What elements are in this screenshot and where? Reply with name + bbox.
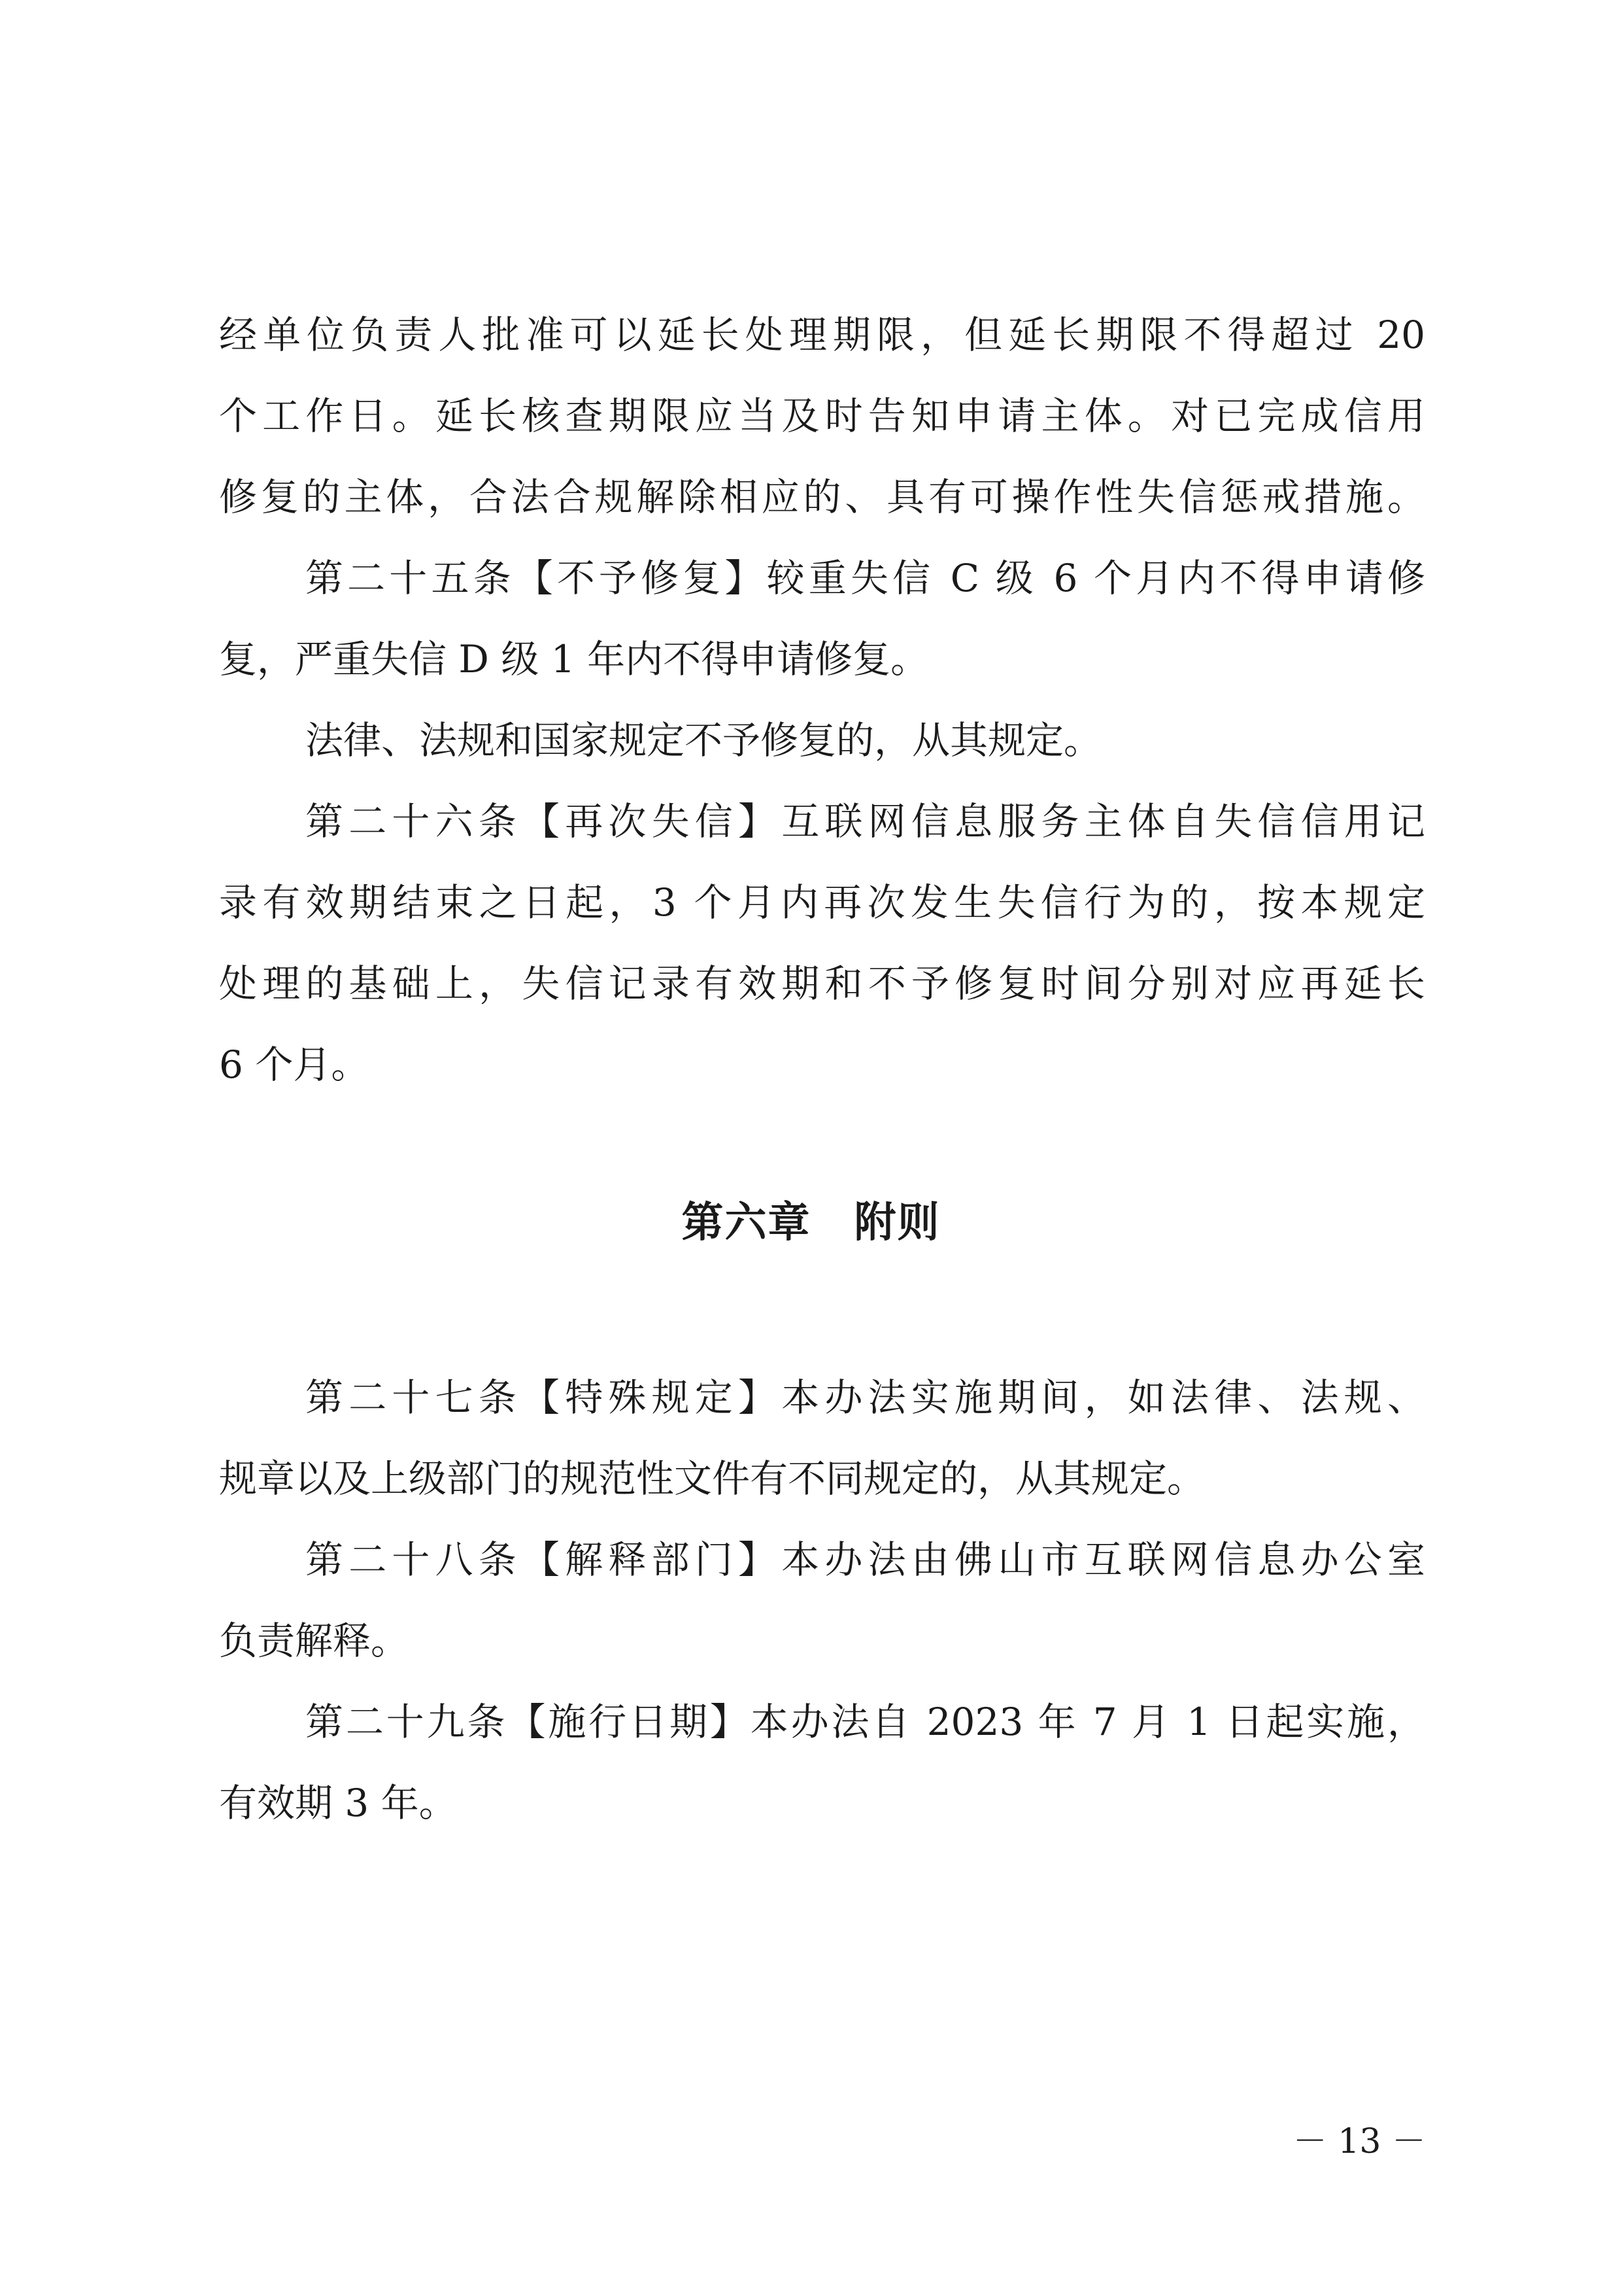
paragraph-line: 法律、法规和国家规定不予修复的，从其规定。	[305, 718, 1102, 762]
text-line: 处理的基础上，失信记录有效期和不予修复时间分别对应再延长	[219, 961, 1425, 1006]
chapter-heading: 第六章 附则	[681, 1199, 941, 1247]
text-line: 修复的主体，合法合规解除相应的、具有可操作性失信惩戒措施。	[219, 475, 1425, 519]
text-line: 个工作日。延长核查期限应当及时告知申请主体。对已完成信用	[219, 394, 1425, 438]
text-line: 经单位负责人批准可以延长处理期限，但延长期限不得超过 20	[219, 313, 1425, 357]
article-26-line: 第二十六条【再次失信】互联网信息服务主体自失信信用记	[305, 799, 1425, 844]
text-line: 录有效期结束之日起，3 个月内再次发生失信行为的，按本规定	[219, 880, 1425, 925]
text-line: 负责解释。	[219, 1619, 409, 1663]
text-line: 复，严重失信 D 级 1 年内不得申请修复。	[219, 637, 929, 681]
article-28-line: 第二十八条【解释部门】本办法由佛山市互联网信息办公室	[305, 1537, 1425, 1582]
body-text-block-1	[219, 294, 1425, 1105]
article-27-line: 第二十七条【特殊规定】本办法实施期间，如法律、法规、	[305, 1375, 1425, 1420]
article-25-line: 第二十五条【不予修复】较重失信 C 级 6 个月内不得申请修	[305, 556, 1425, 600]
text-line: 6 个月。	[219, 1042, 369, 1087]
text-line: 规章以及上级部门的规范性文件有不同规定的，从其规定。	[219, 1456, 1206, 1501]
body-text-block-2	[219, 1357, 1425, 1843]
article-29-line: 第二十九条【施行日期】本办法自 2023 年 7 月 1 日起实施，	[305, 1700, 1425, 1744]
page-number: － 13 －	[1293, 2122, 1426, 2161]
text-line: 有效期 3 年。	[219, 1781, 457, 1825]
